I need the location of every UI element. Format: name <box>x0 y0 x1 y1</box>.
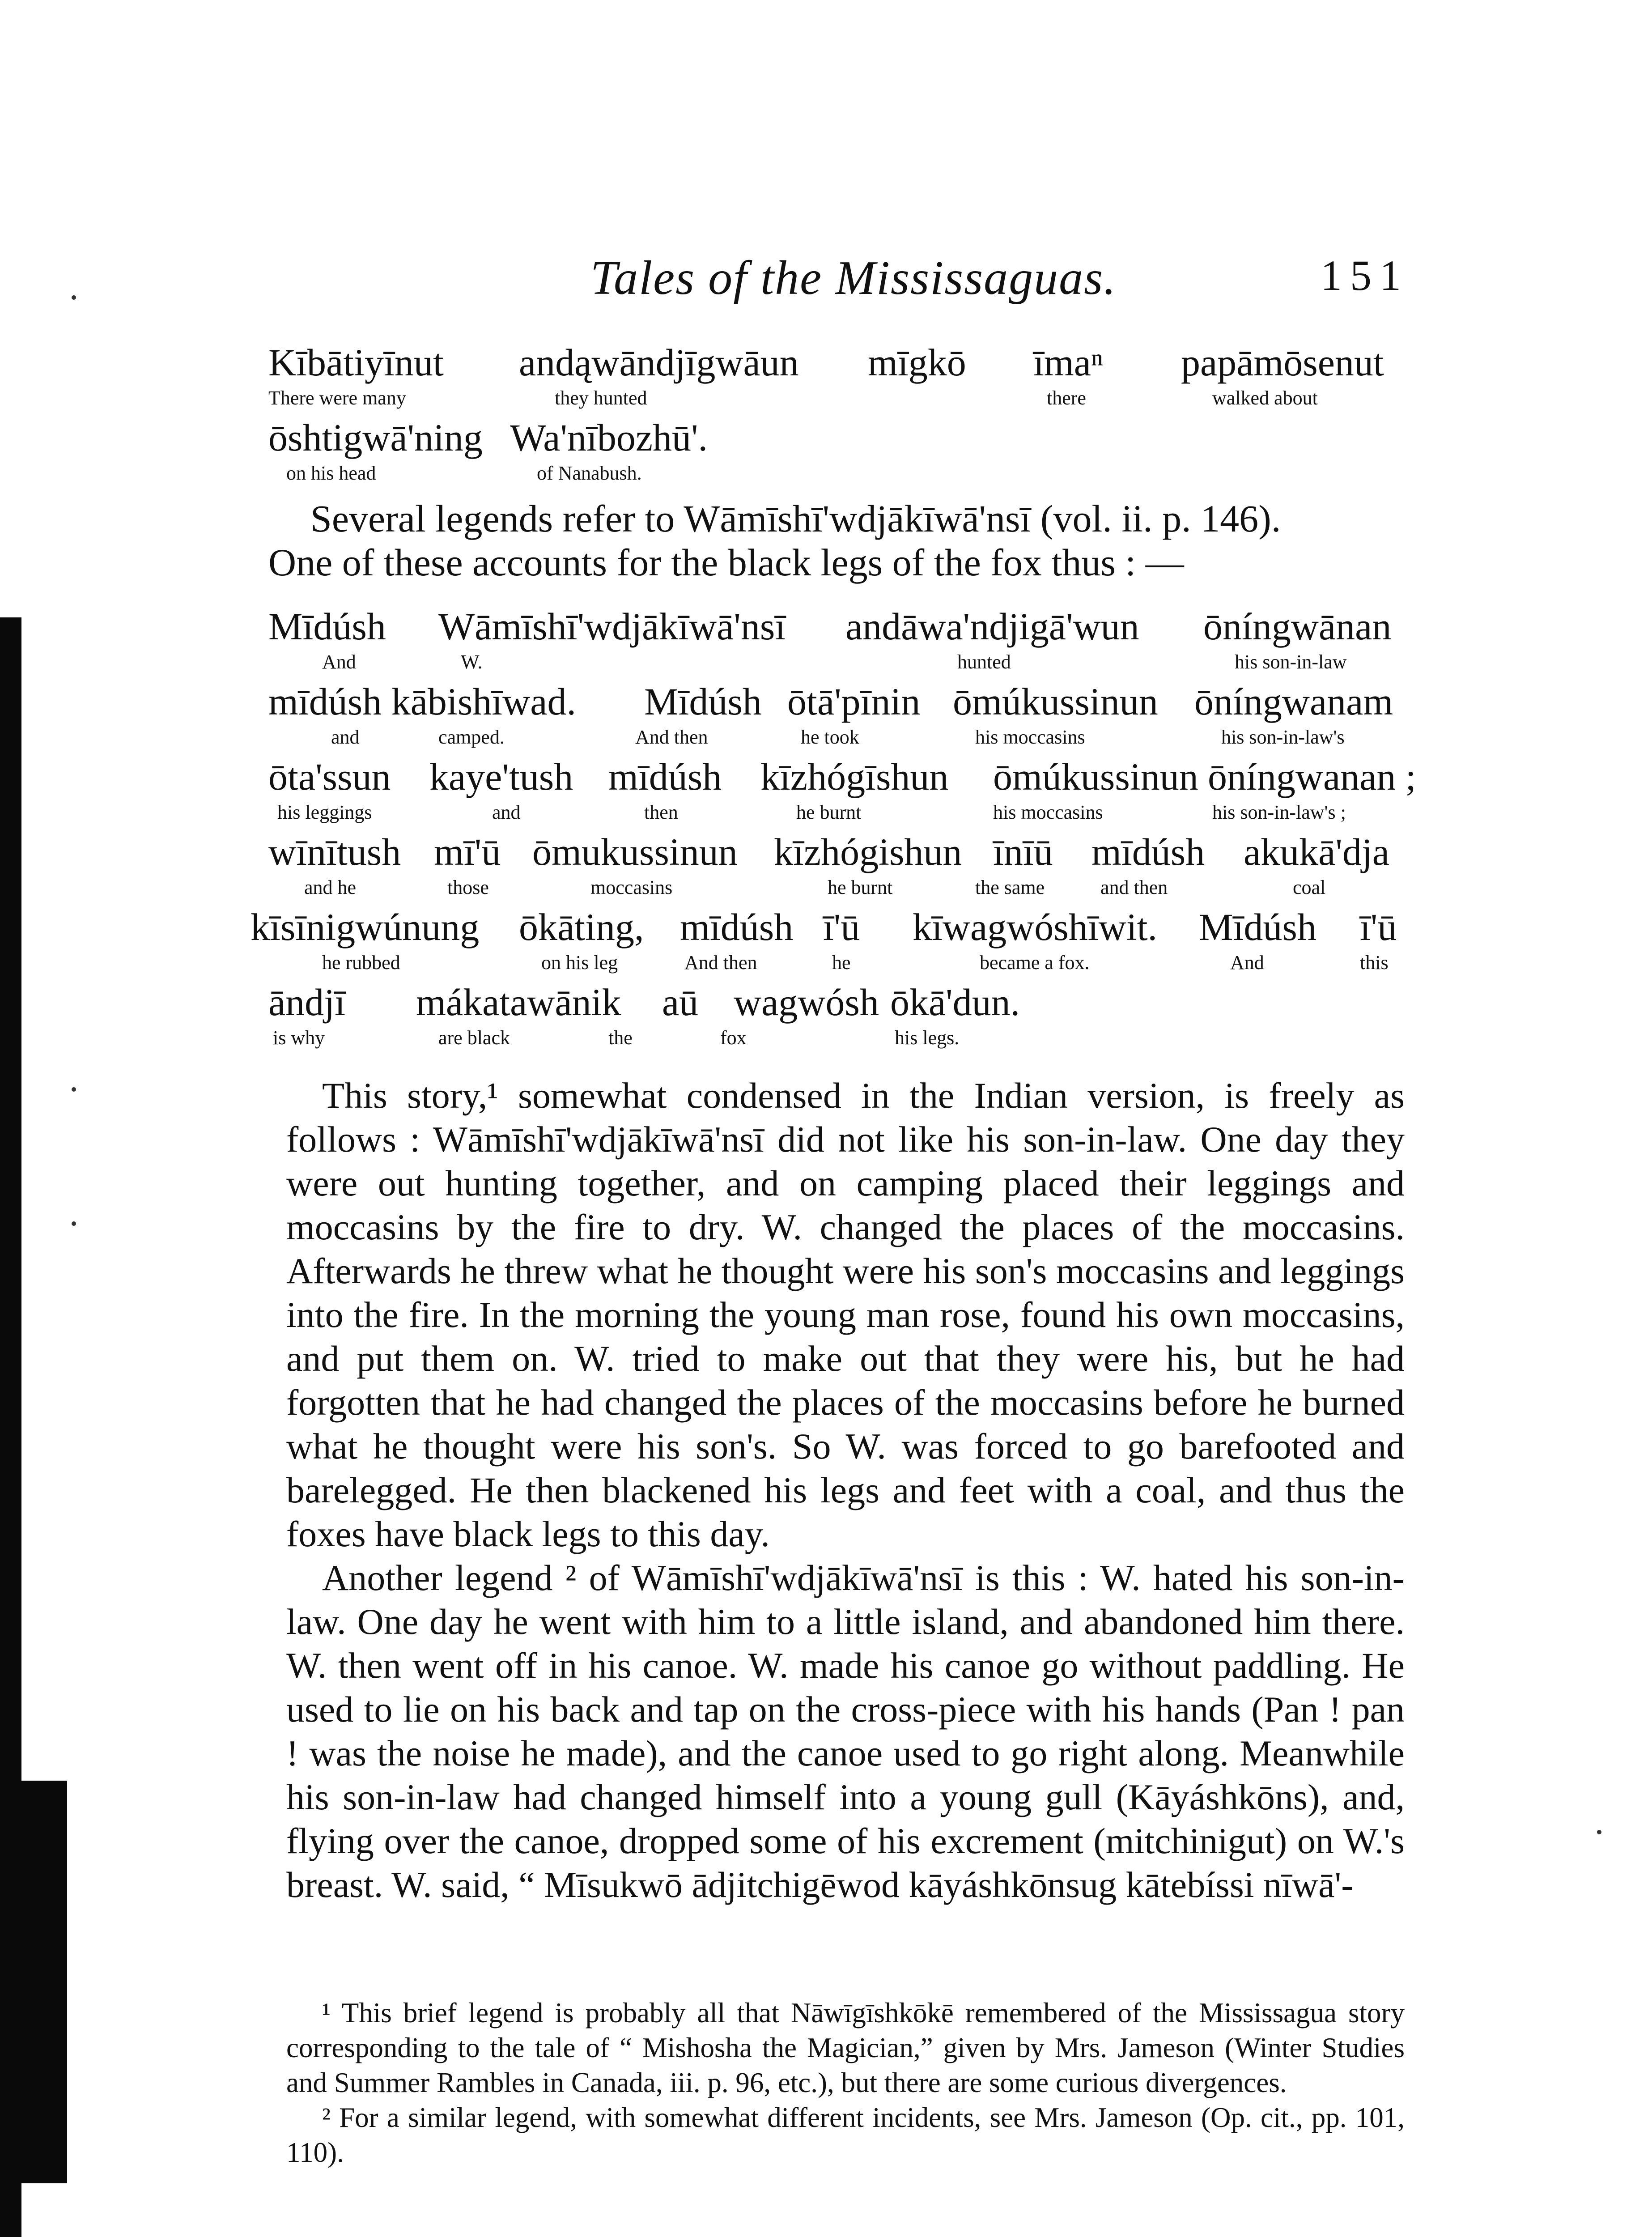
gloss-translation: And <box>322 651 356 673</box>
gloss-word: ōkāting, <box>519 906 644 948</box>
gloss-translation: There were many <box>268 387 406 409</box>
gloss-word: mīdúsh <box>608 755 722 798</box>
gloss-word: ōníngwanam <box>1194 680 1393 723</box>
gloss-translation: walked about <box>1212 387 1318 409</box>
gloss-word: wīnītush <box>268 830 401 873</box>
gloss-word: īmaⁿ <box>1033 341 1104 384</box>
gloss-line <box>268 829 1414 905</box>
scan-speck <box>72 1221 76 1226</box>
footnotes <box>286 1995 1405 2170</box>
intro-line: Several legends refer to Wāmīshī'wdjākīwā'nsī (vol. ii. p. 146). <box>310 497 1281 540</box>
page-number: 151 <box>1321 251 1409 299</box>
gloss-translation: on his leg <box>541 952 618 974</box>
gloss-line <box>251 905 1414 980</box>
gloss-word: kīzhógishun <box>774 830 962 873</box>
scan-speck <box>72 1087 76 1092</box>
gloss-block-1 <box>268 340 1414 490</box>
gloss-translation: the same <box>975 876 1045 898</box>
gloss-word: aū <box>662 981 699 1024</box>
gloss-word: ōníngwānan <box>1203 605 1392 648</box>
gloss-translation: he took <box>801 726 859 748</box>
body-paragraph: This story,¹ somewhat condensed in the Indian version, is freely as follows : Wāmīshī'wdjākīwā'nsī did not like his son-in-law. One day they were out hunting together, and on camping placed their leggings and moccasins by the fire to dry. W. changed the places of the moccasins. Afterwards he threw what he thought were his son's moccasins and leggings into the fire. In the morning the young man rose, found his own moccasins, and put them on. W. tried to make out that they were his, but he had forgotten that he had changed the places of the moccasins before he burned what he thought were his son's. So W. was forced to go barefooted and barelegged. He then blackened his legs and feet with a coal, and thus the foxes have black legs to this day. <box>286 1075 1405 1554</box>
gloss-word: āndjī <box>268 981 345 1024</box>
gloss-translation: coal <box>1293 876 1326 898</box>
gloss-translation: are black <box>438 1027 510 1049</box>
gloss-translation: camped. <box>438 726 505 748</box>
gloss-translation: his leggings <box>277 801 372 823</box>
gloss-translation: and <box>331 726 360 748</box>
gloss-word: ōmúkussinun <box>993 755 1198 798</box>
gloss-translation: And then <box>635 726 708 748</box>
gloss-translation: his son-in-law <box>1235 651 1347 673</box>
gloss-block-2 <box>251 604 1416 1055</box>
gloss-word: mīdúsh <box>1091 830 1205 873</box>
gloss-word: Wāmīshī'wdjākīwā'nsī <box>438 605 786 648</box>
gloss-word: mī'ū <box>434 830 501 873</box>
gloss-translation: his son-in-law's ; <box>1212 801 1346 823</box>
gloss-word: wagwósh <box>734 981 879 1024</box>
gloss-translation: And <box>1230 952 1264 974</box>
gloss-line <box>268 415 1414 490</box>
intro-text <box>268 497 1414 584</box>
gloss-line <box>268 980 1414 1055</box>
gloss-line <box>268 754 1414 829</box>
gloss-translation: and he <box>304 876 357 898</box>
gloss-translation: then <box>644 801 678 823</box>
gloss-word: andāwa'ndjigā'wun <box>845 605 1139 648</box>
gloss-word: mīdúsh <box>680 906 794 948</box>
gloss-translation: hunted <box>957 651 1011 673</box>
gloss-translation: W. <box>461 651 483 673</box>
page-header <box>277 251 1409 304</box>
gloss-translation: he <box>832 952 851 974</box>
scan-speck <box>72 295 76 300</box>
gloss-line <box>268 679 1414 754</box>
gloss-translation: is why <box>273 1027 325 1049</box>
gloss-word: mīdúsh kābishīwad. <box>268 680 576 723</box>
gloss-translation: and then <box>1100 876 1168 898</box>
gloss-translation: on his head <box>286 462 376 484</box>
running-title: Tales of the Mississaguas. <box>590 251 1117 305</box>
gloss-translation: his moccasins <box>993 801 1103 823</box>
gloss-translation: he burnt <box>828 876 893 898</box>
gloss-translation: And then <box>684 952 757 974</box>
gloss-word: Mīdúsh <box>644 680 762 723</box>
gloss-translation: he burnt <box>796 801 862 823</box>
gloss-word: Mīdúsh <box>268 605 386 648</box>
body-text <box>286 1074 1405 1907</box>
gloss-word: kaye'tush <box>429 755 573 798</box>
gloss-word: ōtā'pīnin <box>787 680 921 723</box>
body-paragraph: Another legend ² of Wāmīshī'wdjākīwā'nsī is this : W. hated his son-in-law. One day he went with him to a little island, and abandoned him there. W. then went off in his canoe. W. made his canoe go without paddling. He used to lie on his back and tap on the cross-piece with his hands (Pan ! pan ! was the noise he made), and the canoe used to go right along. Meanwhile his son-in-law had changed himself into a young gull (Kāyáshkōns), and, flying over the canoe, dropped some of his excrement (mitchinigut) on W.'s breast. W. said, “ Mīsukwō ādjitchigēwod kāyáshkōnsug kātebíssi nīwā'- <box>286 1557 1405 1905</box>
gloss-word: ōníngwanan ; <box>1208 755 1416 798</box>
intro-line: One of these accounts for the black legs of the fox thus : — <box>268 541 1184 584</box>
gloss-line <box>268 604 1414 679</box>
gloss-translation: fox <box>720 1027 747 1049</box>
gloss-word: akukā'dja <box>1244 830 1389 873</box>
gloss-translation: moccasins <box>590 876 673 898</box>
gloss-word: andąwāndjīgwāun <box>519 341 799 384</box>
gloss-word: mīgkō <box>868 341 966 384</box>
gloss-word: kīsīnigwúnung <box>251 906 480 948</box>
gloss-word: ōmúkussinun <box>953 680 1158 723</box>
gloss-word: kīzhógīshun <box>760 755 949 798</box>
gloss-translation: his moccasins <box>975 726 1085 748</box>
gloss-translation: the <box>608 1027 633 1049</box>
gloss-word: ōshtigwā'ning <box>268 416 483 459</box>
gloss-word: Wa'nībozhū'. <box>510 416 708 459</box>
gloss-translation: became a fox. <box>980 952 1090 974</box>
gloss-word: ōkā'dun. <box>890 981 1020 1024</box>
gloss-translation: they hunted <box>555 387 647 409</box>
gloss-word: Mīdúsh <box>1199 906 1317 948</box>
gloss-word: ī'ū <box>1360 906 1397 948</box>
gloss-translation: this <box>1360 952 1389 974</box>
gloss-line <box>268 340 1414 415</box>
gloss-translation: his legs. <box>895 1027 960 1049</box>
scan-speck <box>1597 1830 1601 1834</box>
gloss-word: ōmukussinun <box>532 830 738 873</box>
gloss-word: ī'ū <box>823 906 860 948</box>
gloss-word: ōta'ssun <box>268 755 391 798</box>
gloss-word: mákatawānik <box>416 981 621 1024</box>
gloss-word: papāmōsenut <box>1181 341 1384 384</box>
gloss-translation: those <box>447 876 489 898</box>
gloss-translation: of Nanabush. <box>537 462 642 484</box>
gloss-translation: and <box>492 801 521 823</box>
gloss-word: īnīū <box>993 830 1053 873</box>
footnote: ² For a similar legend, with somewhat different incidents, see Mrs. Jameson (Op. cit., pp. 101, 110). <box>286 2102 1405 2168</box>
gloss-word: kīwagwóshīwit. <box>913 906 1158 948</box>
binding-shadow-thick <box>0 1781 67 2183</box>
gloss-word: Kībātiyīnut <box>268 341 444 384</box>
gloss-translation: his son-in-law's <box>1221 726 1345 748</box>
gloss-translation: he rubbed <box>322 952 400 974</box>
footnote: ¹ This brief legend is probably all that Nāwīgīshkōkē remembered of the Mississagua story corresponding to the tale of “ Mishosha the Magician,” given by Mrs. Jameson (Winter Studies and Summer Rambles in Canada, iii. p. 96, etc.), but there are some curious divergences. <box>286 1997 1405 2098</box>
gloss-translation: there <box>1047 387 1086 409</box>
